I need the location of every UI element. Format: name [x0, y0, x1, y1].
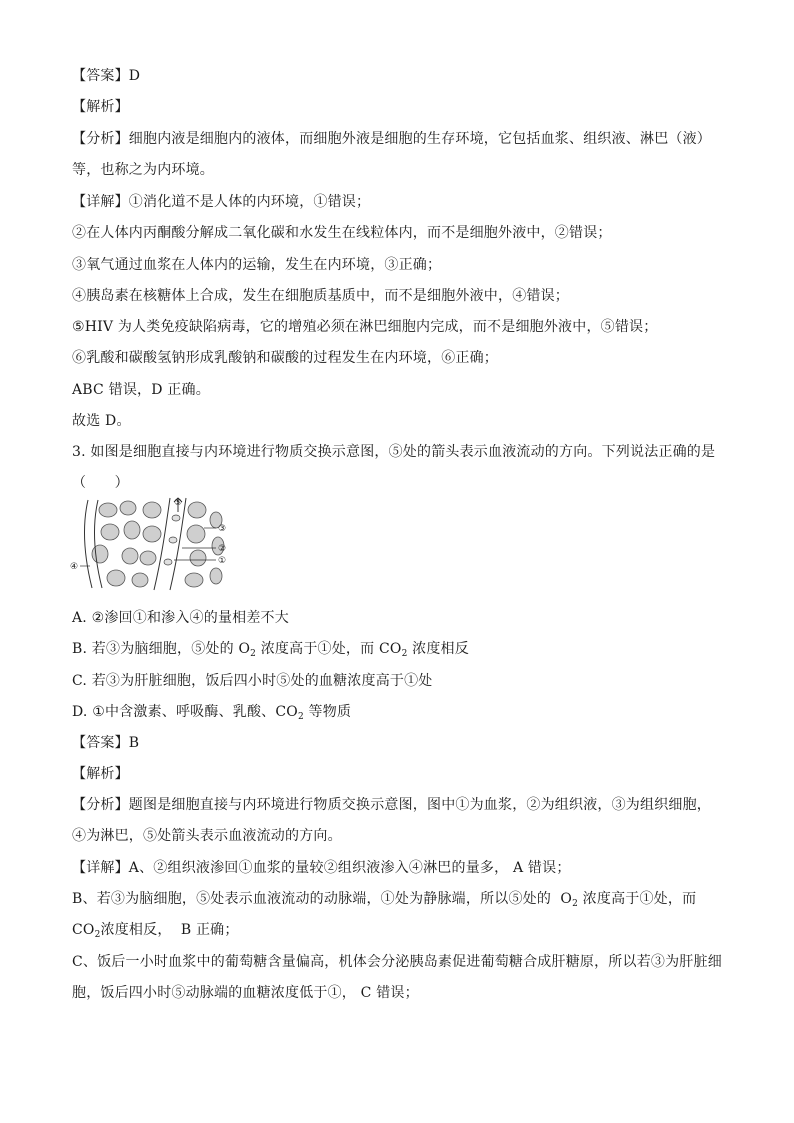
text-line: 故选 D。 — [72, 413, 131, 429]
option-d: D. ①中含激素、呼吸酶、乳酸、$CO_2$ 等物质 — [72, 704, 352, 722]
text-line: 胞，饭后四小时⑤动脉端的血糖浓度低于①， C 错误； — [72, 985, 419, 1001]
text-line: ③氧气通过血浆在人体内的运输，发生在内环境，③正确； — [72, 257, 442, 273]
text-line: ④为淋巴，⑤处箭头表示血液流动的方向。 — [72, 828, 342, 844]
question-stem: 3. 如图是细胞直接与内环境进行物质交换示意图，⑤处的箭头表示血液流动的方向。下列说法正确的是 — [72, 444, 716, 460]
text-line: 【详解】A、②组织液渗回①血浆的量较②组织液渗入④淋巴的量多， A 错误； — [72, 860, 571, 876]
figure-label-3: ③ — [218, 524, 227, 534]
text-line: ④胰岛素在核糖体上合成，发生在细胞质基质中，而不是细胞外液中，④错误； — [72, 288, 569, 304]
text-line: C、饭后一小时血浆中的葡萄糖含量偏高，机体会分泌胰岛素促进葡萄糖合成肝糖原，所以若③为肝脏细 — [72, 954, 722, 970]
text-line: ABC 错误，D 正确。 — [72, 382, 210, 398]
figure-label-2: ② — [218, 544, 227, 554]
figure-label-4: ④ — [70, 562, 79, 572]
figure-label-5: ⑤ — [174, 498, 183, 508]
text-line: 【详解】①消化道不是人体的内环境，①错误； — [72, 194, 371, 210]
analysis-heading: 【解析】 — [72, 99, 129, 115]
text-line: 【分析】细胞内液是细胞内的液体，而细胞外液是细胞的生存环境，它包括血浆、组织液、淋巴（液） — [72, 131, 711, 147]
cell-exchange-diagram — [70, 496, 228, 592]
text-line: ⑤HIV 为人类免疫缺陷病毒，它的增殖必须在淋巴细胞内完成，而不是细胞外液中，⑤错误； — [72, 319, 658, 335]
text-line: B、若③为脑细胞，⑤处表示血液流动的动脉端，①处为静脉端，所以⑤处的 $O_2$ 浓度高于①处，而 — [72, 891, 697, 909]
diagram-svg — [70, 496, 228, 592]
answer-line: 【答案】B — [72, 735, 140, 751]
analysis-heading: 【解析】 — [72, 766, 129, 782]
option-a: A. ②渗回①和渗入④的量相差不大 — [72, 610, 289, 626]
answer-line: 【答案】D — [72, 68, 141, 84]
text-line: $CO_2$浓度相反， B 正确； — [72, 922, 239, 940]
text-line: ⑥乳酸和碳酸氢钠形成乳酸钠和碳酸的过程发生在内环境，⑥正确； — [72, 350, 498, 366]
figure-label-1: ① — [218, 556, 227, 566]
option-b: B. 若③为脑细胞，⑤处的 $O_2$ 浓度高于①处，而 $CO_2$ 浓度相反 — [72, 641, 469, 659]
question-blank: （ ） — [72, 475, 129, 491]
option-c: C. 若③为肝脏细胞，饭后四小时⑤处的血糖浓度高于①处 — [72, 673, 433, 689]
text-line: ②在人体内丙酮酸分解成二氧化碳和水发生在线粒体内，而不是细胞外液中，②错误； — [72, 225, 612, 241]
text-line: 【分析】题图是细胞直接与内环境进行物质交换示意图，图中①为血浆，②为组织液，③为组织细胞， — [72, 797, 711, 813]
text-line: 等，也称之为内环境。 — [72, 162, 214, 178]
